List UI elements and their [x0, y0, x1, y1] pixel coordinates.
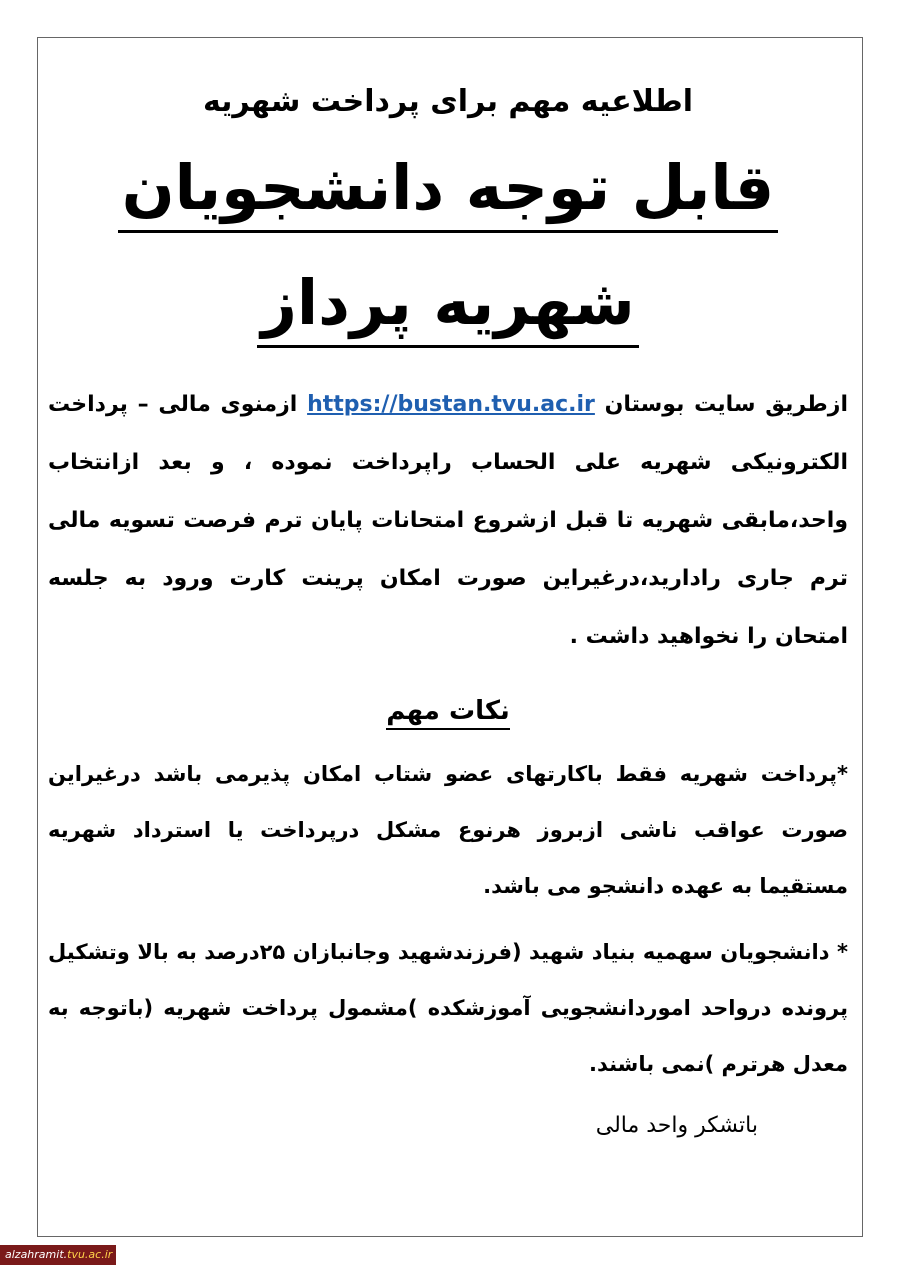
site-watermark [0, 1245, 116, 1265]
site-prefix: alzahramit. [5, 1248, 68, 1261]
signature: باتشکر واحد مالی [595, 1113, 758, 1138]
note-item-1: *پرداخت شهریه فقط باکارتهای عضو شتاب امکان پذیرمی باشد درغیراین صورت عواقب ناشی ازبروز هرنوع مشکل درپرداخت یا استرداد شهریه مستقیما به عهده دانشجو می باشد. [48, 762, 848, 898]
bustan-link[interactable]: https://bustan.tvu.ac.ir [307, 392, 595, 417]
title-big-tuition [48, 263, 848, 348]
notes-heading [48, 686, 848, 736]
main-paragraph [48, 376, 848, 666]
title-big-tuition-text: شهریه پرداز [257, 263, 639, 348]
title-big-students-text: قابل توجه دانشجویان [118, 148, 779, 233]
note-item-2: * دانشجویان سهمیه بنیاد شهید (فرزندشهید وجانبازان ۲۵درصد به بالا وتشکیل پرونده درواحد اموردانشجویی آموزشکده )مشمول پرداخت شهریه (باتوجه به معدل هرترم )نمی باشند. [48, 940, 848, 1076]
announcement-content [48, 60, 848, 1146]
title-big-students [48, 148, 848, 233]
site-suffix: tvu.ac.ir [67, 1248, 113, 1261]
notes-heading-text: نکات مهم [386, 696, 509, 730]
paragraph-body: ازمنوی مالی – پرداخت الکترونیکی شهریه علی الحساب راپرداخت نموده ، و بعد ازانتخاب واحد،مابقی شهریه تا قبل ازشروع امتحانات پایان ترم فرصت تسویه مالی ترم جاری رادارید،درغیراین صورت امکان پرینت کارت ورود به جلسه امتحان را نخواهید داشت . [48, 392, 848, 649]
paragraph-intro: ازطریق سایت بوستان [594, 392, 848, 417]
title-small: اطلاعیه مهم برای پرداخت شهریه [202, 84, 694, 119]
